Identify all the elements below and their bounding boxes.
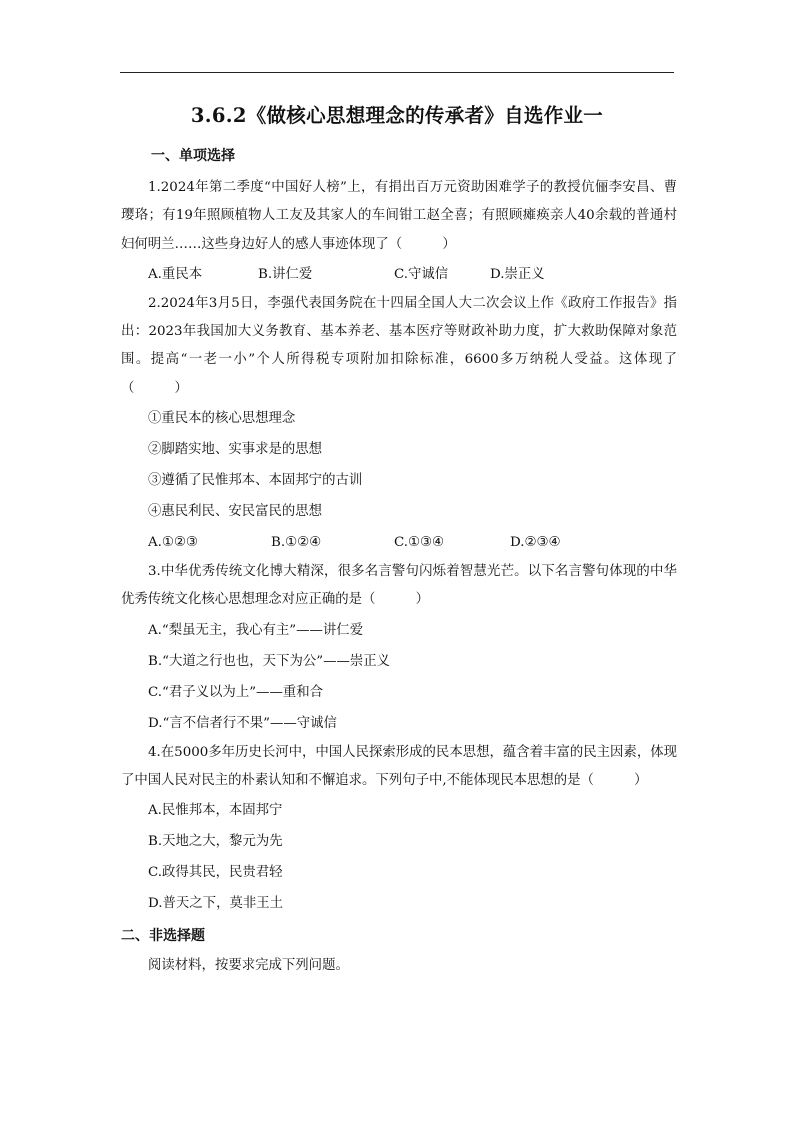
question-2-stem: 2.2024年3月5日，李强代表国务院在十四届全国人大二次会议上作《政府工作报告》指出：2023年我国加大义务教育、基本养老、基本医疗等财政补助力度，扩大救助保障对象范围。提高“一老一小”个人所得税专项附加扣除标准，6600多万纳税人受益。这体现了（ ） bbox=[121, 295, 677, 396]
section-2-instruction: 阅读材料，按要求完成下列问题。 bbox=[148, 958, 349, 974]
question-1-stem: 1.2024年第二季度“中国好人榜”上，有捐出百万元资助困难学子的教授伉俪李安昌、曹璎珞；有19年照顾植物人工友及其家人的车间钳工赵全喜；有照顾瘫痪亲人40余载的普通村妇何明兰……这些身边好人的感人事迹体现了（ ） bbox=[121, 180, 677, 252]
header-rule bbox=[120, 72, 674, 73]
q2-option-c: C.①③④ bbox=[394, 535, 445, 551]
q1-option-b: B.讲仁爱 bbox=[258, 266, 313, 282]
q2-option-a: A.①②③ bbox=[148, 535, 198, 551]
q2-item-2: ②脚踏实地、实事求是的思想 bbox=[148, 442, 323, 458]
q3-option-a: A.“梨虽无主，我心有主”——讲仁爱 bbox=[148, 622, 364, 638]
q2-item-4: ④惠民利民、安民富民的思想 bbox=[148, 504, 323, 520]
q4-option-c: C.政得其民，民贵君轻 bbox=[148, 865, 283, 881]
q2-item-1: ①重民本的核心思想理念 bbox=[148, 411, 296, 427]
page-title: 3.6.2《做核心思想理念的传承者》自选作业一 bbox=[190, 104, 604, 127]
q3-option-c: C.“君子义以为上”——重和合 bbox=[148, 684, 324, 700]
question-4-stem: 4.在5000多年历史长河中，中国人民探索形成的民本思想，蕴含着丰富的民主因素，体现了中国人民对民主的朴素认知和不懈追求。下列句子中,不能体现民本思想的是（ ） bbox=[121, 744, 677, 788]
q2-option-b: B.①②④ bbox=[271, 535, 322, 551]
question-1-options bbox=[121, 259, 677, 290]
q2-item-3: ③遵循了民惟邦本、本固邦宁的古训 bbox=[148, 473, 363, 489]
q4-option-a: A.民惟邦本，本固邦宁 bbox=[148, 803, 283, 819]
q1-option-a: A.重民本 bbox=[148, 266, 203, 282]
q3-option-b: B.“大道之行也也，天下为公”——崇正义 bbox=[148, 653, 391, 669]
q1-option-d: D.崇正义 bbox=[490, 266, 545, 282]
question-3-stem: 3.中华优秀传统文化博大精深，很多名言警句闪烁着智慧光芒。以下名言警句体现的中华优秀传统文化核心思想理念对应正确的是（ ） bbox=[121, 564, 677, 608]
q1-option-c: C.守诚信 bbox=[394, 266, 449, 282]
q2-option-d: D.②③④ bbox=[510, 535, 561, 551]
question-2-options bbox=[121, 527, 677, 558]
section-heading-single-choice: 一、单项选择 bbox=[151, 148, 235, 164]
q4-option-d: D.普天之下，莫非王土 bbox=[148, 896, 284, 912]
document-body bbox=[121, 142, 677, 981]
section-heading-non-choice: 二、非选择题 bbox=[121, 928, 205, 945]
q4-option-b: B.天地之大，黎元为先 bbox=[148, 834, 283, 850]
q3-option-d: D.“言不信者行不果”——守诚信 bbox=[148, 715, 337, 731]
